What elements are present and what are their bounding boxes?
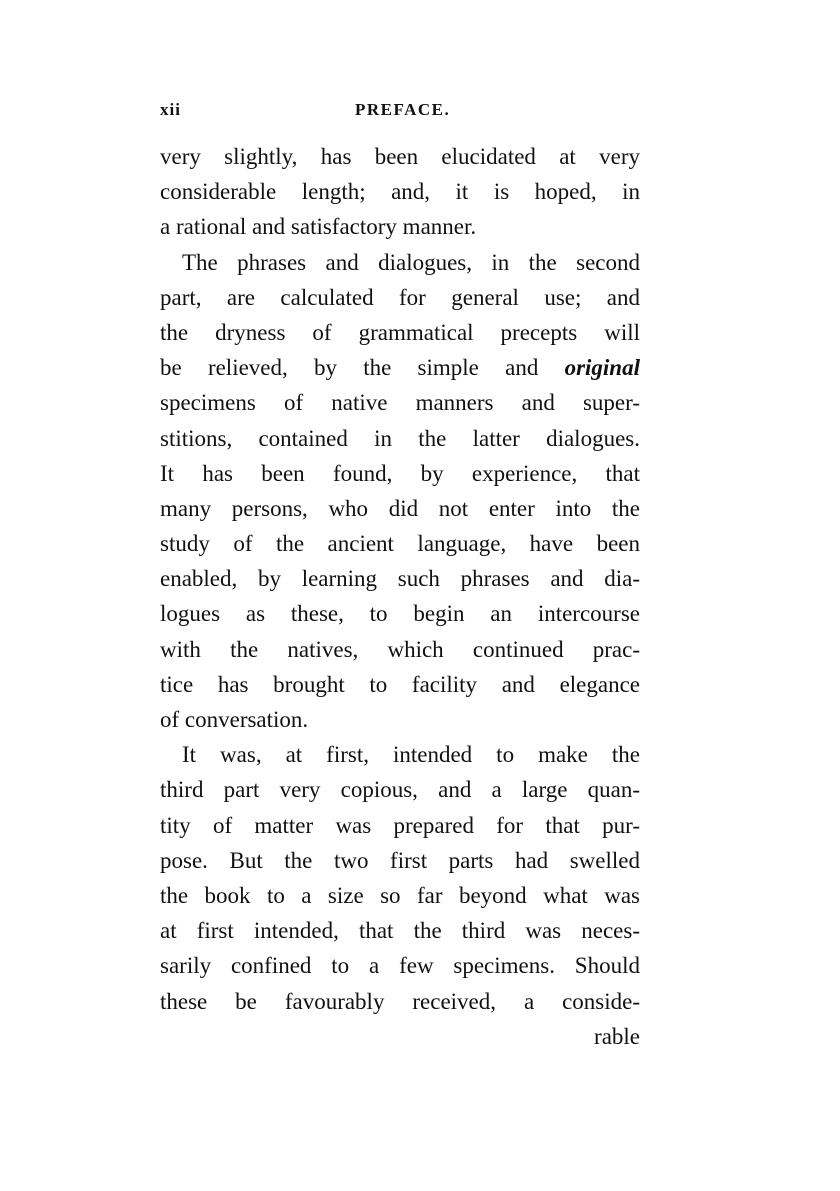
text-line: very slightly, has been elucidated at very [160,144,640,169]
text-line: considerable length; and, it is hoped, in [160,179,640,205]
text-line: study of the ancient language, have been [160,531,640,557]
text-line: with the natives, which continued prac- [160,636,640,662]
text-line: the dryness of grammatical precepts will [160,319,640,345]
text-line: the book to a size so far beyond what was [160,882,640,908]
catchword: rable [594,1023,640,1049]
text-line: third part very copious, and a large quan- [160,777,640,803]
text-line: stitions, contained in the latter dialogues. [160,425,640,451]
text-line: tity of matter was prepared for that pur- [160,812,640,838]
text-line: these be favourably received, a conside- [160,988,640,1014]
text-line: many persons, who did not enter into the [160,495,640,521]
text-span: be relieved, by the simple and [160,355,539,381]
paragraph-start-line: The phrases and dialogues, in the second [182,249,640,275]
running-head: PREFACE. [355,100,451,119]
body-text [160,139,640,1054]
paragraph-end-line: of conversation. [160,707,309,732]
text-line: at first intended, that the third was neces- [160,918,640,944]
text-line: tice has brought to facility and elegance [160,671,640,697]
text-line: It has been found, by experience, that [160,460,640,486]
text-line: specimens of native manners and super- [160,390,640,416]
paragraph-end-line: a rational and satisfactory manner. [160,214,477,240]
text-line: pose. But the two first parts had swelled [160,847,640,873]
italic-word: original [564,355,640,381]
paragraph-start-line: It was, at first, intended to make the [182,742,640,768]
text-line: sarily confined to a few specimens. Should [160,953,640,979]
text-line: part, are calculated for general use; and [160,284,640,310]
page-number: xii [160,100,181,119]
text-line: enabled, by learning such phrases and dia- [160,566,640,592]
text-line-with-italic [160,350,640,385]
page-header [160,100,640,130]
text-line: logues as these, to begin an intercourse [160,601,640,627]
